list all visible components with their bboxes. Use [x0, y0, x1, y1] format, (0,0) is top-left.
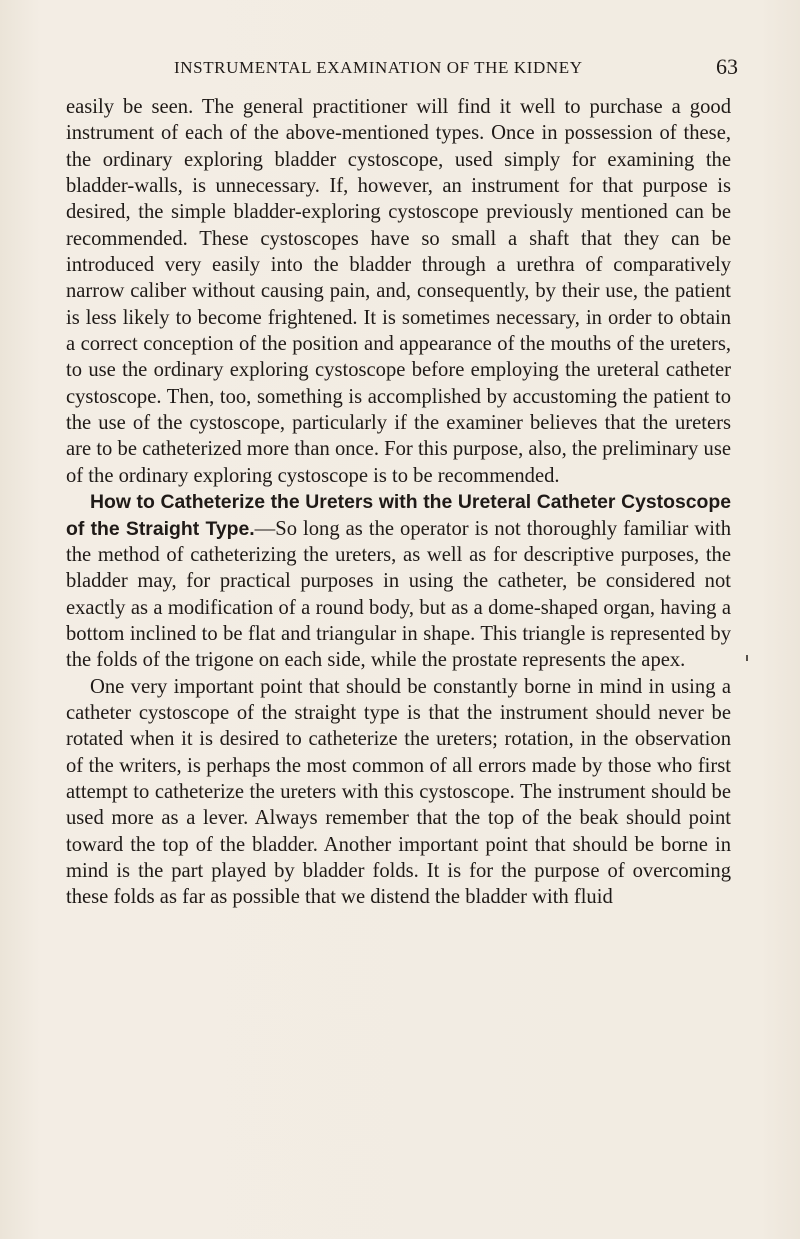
paragraph-continued: easily be seen. The general practitioner will find it well to purchase a good instrument of each of the above-mentioned types. Once in possession of these, the ordinary exploring bladder cystoscope, used simply for examining the bladder-walls, is unnecessary. If, however, an instrument for that purpose is desired, the simple bladder-exploring cystoscope previously mentioned can be recommended. These cystoscopes have so small a shaft that they can be introduced very easily into the bladder through a urethra of comparatively narrow caliber without causing pain, and, consequently, by their use, the patient is less likely to become frightened. It is sometimes necessary, in order to obtain a correct conception of the position and appearance of the mouths of the ureters, to use the ordinary exploring cystoscope before employing the ureteral catheter cystoscope. Then, too, something is accomplished by accustoming the patient to the use of the cystoscope, particularly if the examiner believes that the ureters are to be catheterized more than once. For this purpose, also, the preliminary use of the ordinary exploring cystoscope is to be recommended. [66, 96, 731, 487]
page-header [0, 52, 800, 82]
page-number: 63 [716, 54, 738, 79]
paragraph-rotation: One very important point that should be constantly borne in mind in using a catheter cystoscope of the straight type is that the instrument should never be rotated when it is desired to catheterize the ureters; rotation, in the observation of the writers, is perhaps the most common of all errors made by those who first attempt to catheterize the ureters with this cystoscope. The instrument should be used more as a lever. Always remember that the top of the beak should point toward the top of the bladder. Another important point that should be borne in mind is the part played by bladder folds. It is for the purpose of overcoming these folds as far as possible that we distend the bladder with fluid [66, 675, 731, 909]
margin-mark [746, 655, 748, 661]
body-text [66, 94, 731, 911]
running-head: INSTRUMENTAL EXAMINATION OF THE KIDNEY [174, 58, 583, 77]
paragraph-section [66, 489, 731, 673]
section-heading: How to Catheterize the Ureters with the Ureteral Catheter Cystoscope of the Straight Type. [66, 491, 731, 540]
section-body: —So long as the operator is not thoroughly familiar with the method of catheterizing the ureters, as well as for descriptive purposes, the bladder may, for practical purposes in using the catheter, be considered not exactly as a modification of a round body, but as a dome-shaped organ, having a bottom inclined to be flat and triangular in shape. This triangle is represented by the folds of the trigone on each side, while the prostate represents the apex. [66, 517, 732, 672]
